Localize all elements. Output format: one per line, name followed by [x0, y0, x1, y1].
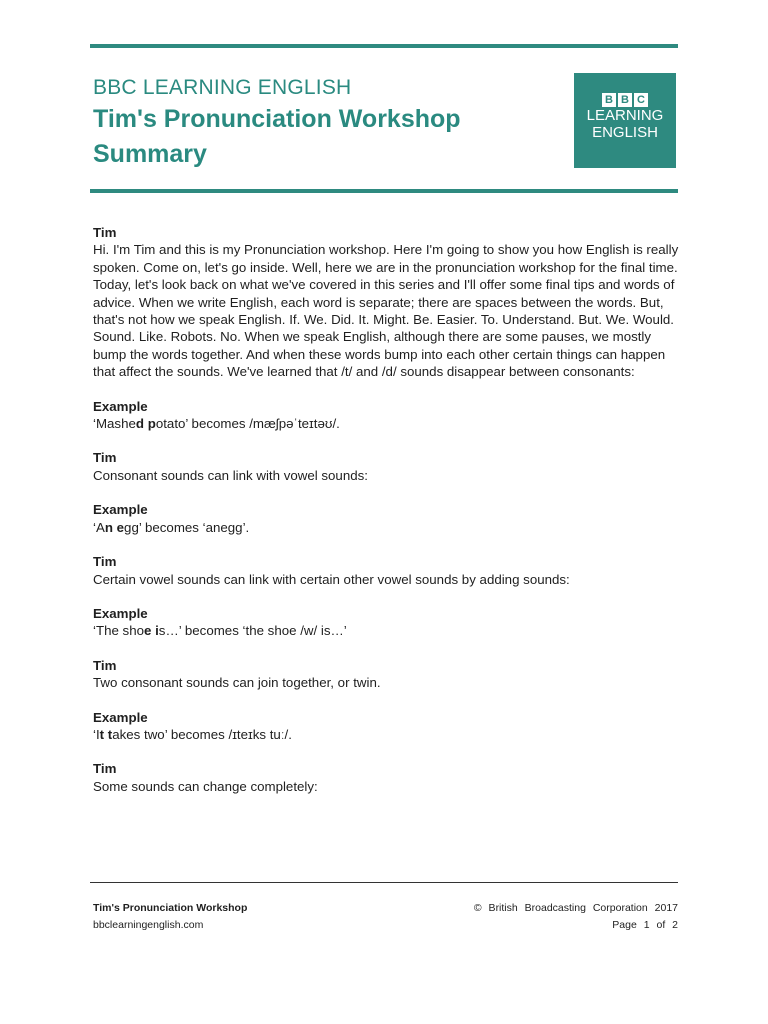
speaker-label: Example — [93, 398, 148, 414]
speaker-label: Example — [93, 502, 148, 518]
bbc-blocks — [574, 93, 676, 107]
transcript-block — [93, 605, 683, 640]
block-text — [93, 519, 683, 536]
footer-rule — [90, 882, 678, 883]
transcript-block — [93, 760, 683, 795]
header-top-rule — [90, 44, 678, 48]
text-segment: Consonant sounds can link with vowel sounds: — [93, 467, 368, 483]
block-text — [93, 674, 683, 691]
speaker-label: Tim — [93, 761, 117, 777]
speaker-label: Tim — [93, 657, 117, 673]
document-title-line-2: Summary — [93, 140, 207, 168]
text-segment: Hi. I'm Tim and this is my Pronunciation workshop. Here I'm going to show you how English is really spoken. Come on, let's go inside. Well, here we are in the pronunciation workshop for the final time. Today, let's look back on what we've covered in this series and I'll offer some final tips and words of advice. When we write English, each word is separate; there are spaces between the words. But, that's not how we speak English. If. We. Did. It. Might. Be. Easier. To. Understand. But. We. Would. Sound. Like. Robots. No. When we speak English, although there are some pauses, we mostly bump the words together. And when these words bump into each other certain things can happen that affect the sounds. We've learned that /t/ and /d/ sounds disappear between consonants: — [93, 242, 679, 380]
bold-text-segment: n e — [104, 519, 125, 535]
bbc-block-b1: B — [602, 93, 616, 107]
bold-text-segment: d p — [135, 416, 156, 432]
bbc-block-b2: B — [618, 93, 632, 107]
speaker-label: Tim — [93, 225, 117, 240]
speaker-label: Example — [93, 709, 148, 725]
footer-left — [93, 900, 247, 934]
transcript-body — [93, 224, 683, 812]
bbc-learning-english-logo — [574, 73, 676, 168]
transcript-block — [93, 553, 683, 588]
text-segment: gg’ becomes ‘anegg’. — [124, 519, 250, 535]
transcript-block — [93, 501, 683, 536]
bold-text-segment: e i — [144, 623, 159, 639]
footer-right — [474, 900, 678, 934]
transcript-block — [93, 709, 683, 744]
document-title-line-1: Tim's Pronunciation Workshop — [93, 105, 461, 133]
block-text — [93, 571, 683, 588]
block-text — [93, 622, 683, 639]
logo-line-english: ENGLISH — [592, 124, 658, 141]
text-segment: ‘A — [93, 519, 105, 535]
text-segment: s…’ becomes ‘the shoe /w/ is…’ — [158, 623, 347, 639]
transcript-block — [93, 657, 683, 692]
transcript-block — [93, 449, 683, 484]
block-text — [93, 241, 683, 380]
brand-name: BBC LEARNING ENGLISH — [93, 76, 352, 99]
header-bottom-rule — [90, 189, 678, 193]
bold-text-segment: t t — [99, 726, 113, 742]
footer-title: Tim's Pronunciation Workshop — [93, 902, 248, 914]
logo-line-learning: LEARNING — [586, 107, 664, 124]
text-segment: Certain vowel sounds can link with certain other vowel sounds by adding sounds: — [93, 571, 570, 587]
transcript-block — [93, 398, 683, 433]
block-text — [93, 778, 683, 795]
text-segment: ‘The sho — [93, 623, 144, 639]
text-segment: ‘I — [93, 726, 100, 742]
block-text — [93, 467, 683, 484]
block-text — [93, 415, 683, 432]
text-segment: Some sounds can change completely: — [93, 778, 318, 794]
speaker-label: Tim — [93, 554, 117, 570]
text-segment: Two consonant sounds can join together, or twin. — [93, 675, 381, 691]
speaker-label: Example — [93, 605, 148, 621]
text-segment: ‘Mashe — [93, 416, 136, 432]
transcript-block — [93, 224, 683, 381]
footer-copyright: © British Broadcasting Corporation 2017 — [473, 902, 678, 914]
text-segment: otato’ becomes /mæʃpəˈteɪtəʊ/. — [155, 416, 340, 432]
block-text — [93, 726, 683, 743]
document-header — [93, 74, 563, 172]
bbc-block-c: C — [634, 93, 648, 107]
speaker-label: Tim — [93, 450, 117, 466]
footer-page-number: Page 1 of 2 — [612, 919, 678, 931]
footer-site: bbclearningenglish.com — [93, 919, 204, 931]
text-segment: akes two’ becomes /ɪteɪks tuː/. — [112, 726, 292, 742]
